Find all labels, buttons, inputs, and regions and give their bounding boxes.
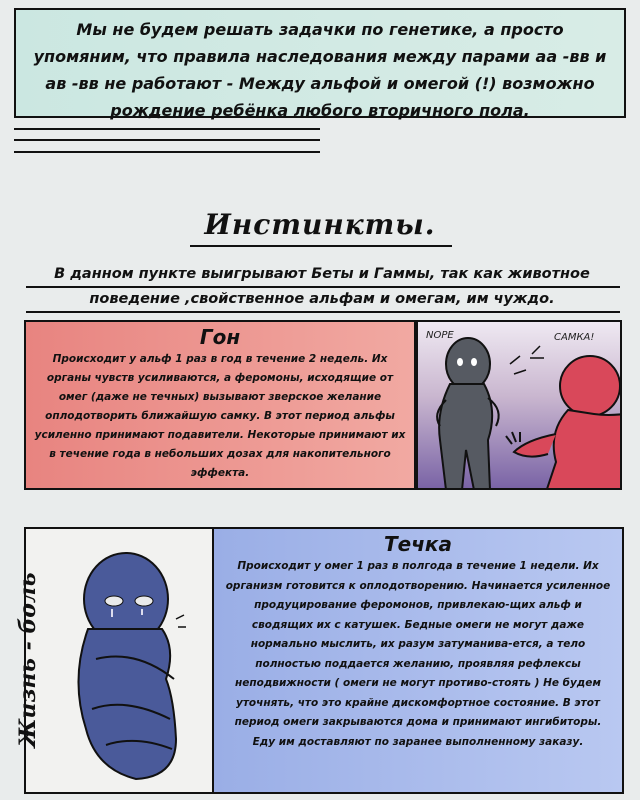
- intro-text: Мы не будем решать задачки по генетике, а просто упомяним, что правила наследования между парами аа -вв и ав -вв не работают - Между альфой и омегой (!) возможно рождение ребёнка любого вторичного пола.: [33, 20, 607, 120]
- divider-line: [14, 139, 320, 141]
- subtitle-underline: [26, 286, 620, 288]
- gon-figures: [418, 322, 622, 490]
- section-title: Инстинкты.: [204, 208, 436, 241]
- techka-text: Происходит у омег 1 раз в полгода в течение 1 недели. Их организм готовится к оплодотворению. Начинается усиленное продуцирование феромонов, привлекаю-щих альф и сводящих их с катушек. Бедные омеги не могут даже нормально мыслить, их разум затуманива-ется, а тело полностью поддается желанию, проявляя рефлексы неподвижности ( омеги не могут противо-стоять ) Не будем уточнять, что это крайне дискомфортное состояние. В этот период омеги закрываются дома и принимают ингибиторы. Еду им доставляют по заранее выполненному заказу.: [225, 560, 611, 748]
- side-caption-text: Жизнь - боль: [15, 572, 41, 748]
- gon-illustration: [416, 320, 622, 490]
- techka-panel: [212, 527, 624, 794]
- divider-line: [14, 151, 320, 153]
- curled-omega-figure: [26, 529, 214, 794]
- sfx-nope: NOPE: [426, 330, 454, 341]
- techka-title: Течка: [383, 532, 452, 556]
- gon-panel: [24, 320, 416, 490]
- divider-line: [14, 128, 320, 130]
- intro-box: [14, 8, 626, 118]
- gon-title: Гон: [199, 325, 241, 349]
- section-subtitle: В данном пункте выигрывают Беты и Гаммы, так как животное поведение ,свойственное альфам и омегам, им чуждо.: [54, 266, 590, 307]
- sfx-samka: САМКА!: [554, 332, 595, 343]
- gon-text: Происходит у альф 1 раз в год в течение 2 недель. Их органы чувств усиливаются, а феромоны, исходящие от омег (даже не течных) вызывают зверское желание оплодотворить ближайшую самку. В этот период альфы усиленно принимают подавители. Некоторые принимают их в течение года в небольших дозах для накопительного эффекта.: [34, 353, 406, 479]
- omega-figure: [437, 338, 499, 490]
- subtitle-underline: [26, 311, 620, 313]
- techka-illustration: [24, 527, 214, 794]
- alpha-figure: [506, 356, 622, 490]
- title-underline: [190, 245, 452, 247]
